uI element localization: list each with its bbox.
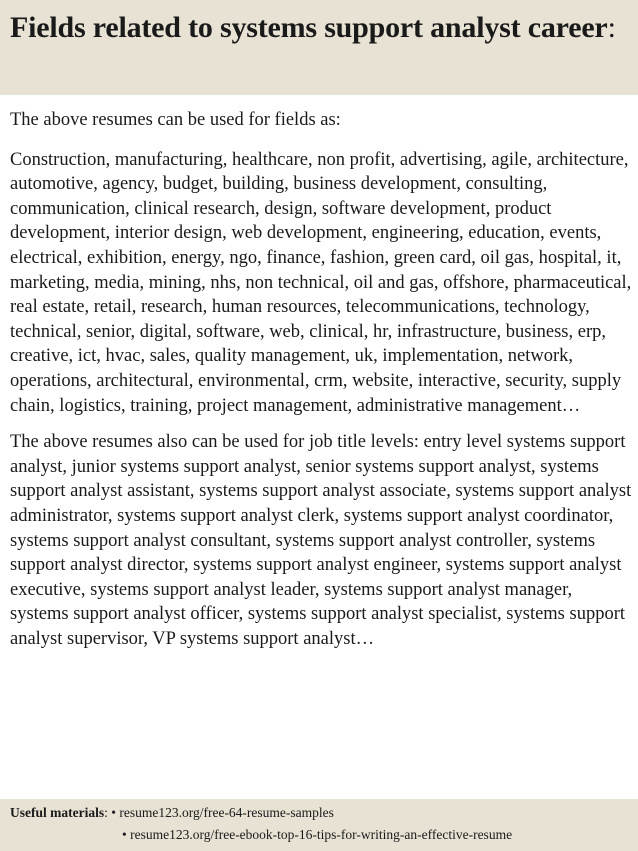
fields-intro: The above resumes can be used for fields as: (10, 110, 341, 130)
resume-samples-link[interactable]: • resume123.org/free-64-resume-samples (111, 805, 334, 820)
title-banner (0, 0, 638, 95)
fields-list: Construction, manufacturing, healthcare, non profit, advertising, agile, architecture, automotive, agency, budget, building, business development, consulting, communication, clinical research, design, software development, product development, interior design, web development, engineering, education, events, electrical, exhibition, energy, ngo, finance, fashion, green card, oil gas, hospital, it, marketing, media, mining, nhs, non technical, oil and gas, offshore, pharmaceutical, real estate, retail, research, human resources, telecommunications, technology, technical, senior, digital, software, web, clinical, hr, infrastructure, business, erp, creative, ict, hvac, sales, quality management, uk, implementation, network, operations, architectural, environmental, crm, website, interactive, security, supply chain, logistics, training, project management, administrative management… (10, 149, 632, 416)
useful-materials-label: Useful materials (10, 805, 105, 820)
job-levels-paragraph: The above resumes also can be used for job title levels: entry level systems support analyst, junior systems support analyst, senior systems support analyst, systems support analyst assistant, systems support analyst associate, systems support analyst administrator, systems support analyst clerk, systems support analyst coordinator, systems support analyst consultant, systems support analyst controller, systems support analyst director, systems support analyst engineer, systems support analyst executive, systems support analyst leader, systems support analyst manager, systems support analyst officer, systems support analyst specialist, systems support analyst supervisor, VP systems support analyst… (10, 432, 632, 649)
page-title-text: Fields related to systems support analyst career (10, 11, 608, 44)
useful-materials-footer (0, 799, 638, 851)
main-content (10, 108, 632, 651)
footer-line-2 (10, 824, 512, 846)
page-title (10, 9, 630, 46)
ebook-tips-link[interactable]: • resume123.org/free-ebook-top-16-tips-for-writing-an-effective-resume (122, 827, 513, 842)
useful-materials-colon: : (104, 805, 112, 820)
page-title-colon: : (607, 11, 616, 44)
footer-line-1 (10, 802, 512, 824)
